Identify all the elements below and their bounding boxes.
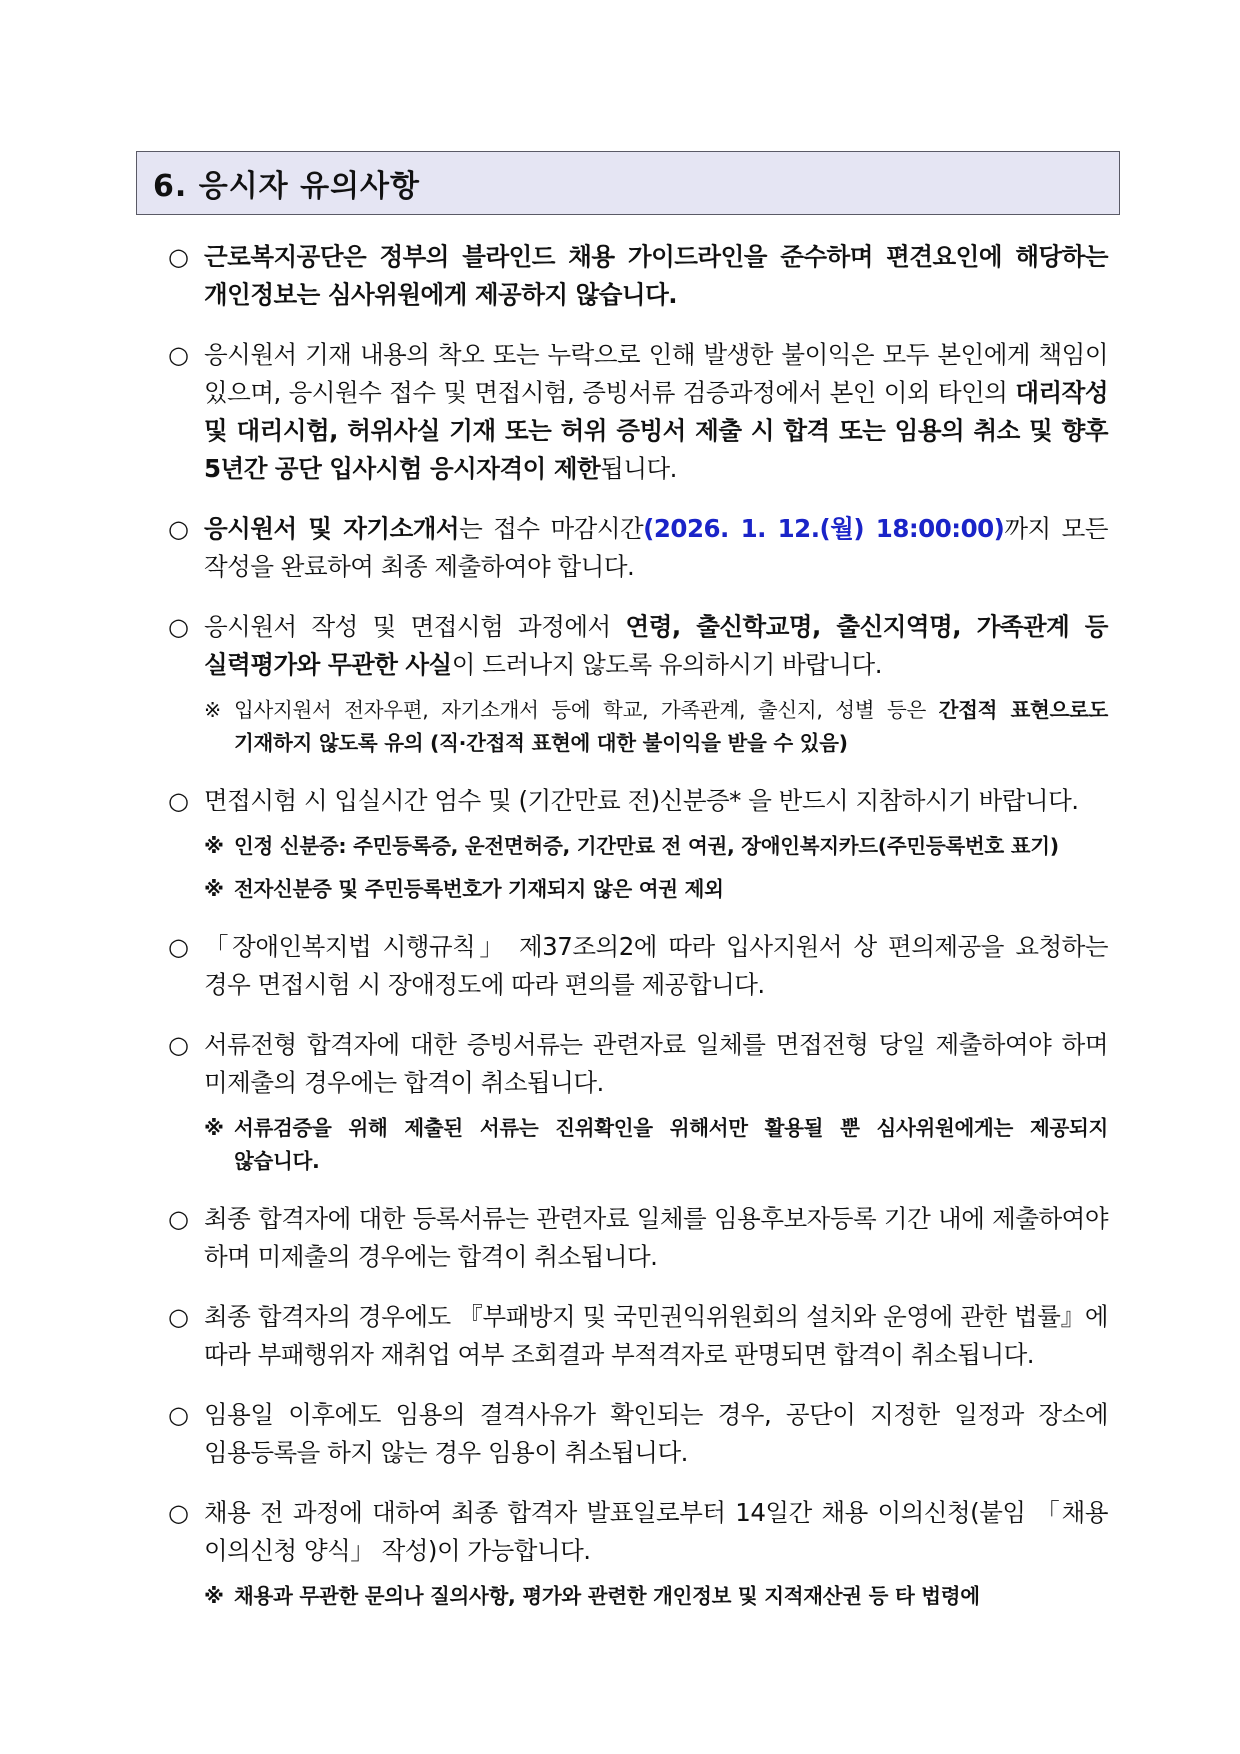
circle-bullet-icon <box>168 238 204 276</box>
notice-bold-text: 응시원서 및 자기소개서 <box>204 514 460 543</box>
circle-bullet-icon <box>168 1298 204 1336</box>
section-header <box>136 151 1120 215</box>
notice-text <box>204 336 1108 488</box>
notice-item <box>168 928 1108 1004</box>
sub-note-text: 인정 신분증: 주민등록증, 운전면허증, 기간만료 전 여권, 장애인복지카드(주민등록번호 표기) <box>234 834 1059 858</box>
notice-text: 최종 합격자의 경우에도 『부패방지 및 국민권익위원회의 설치와 운영에 관한 법률』에 따라 부패행위자 재취업 여부 조회결과 부적격자로 판명되면 합격이 취소됩니다. <box>204 1302 1108 1369</box>
notice-text: 최종 합격자에 대한 등록서류는 관련자료 일체를 임용후보자등록 기간 내에 제출하여야 하며 미제출의 경우에는 합격이 취소됩니다. <box>204 1204 1108 1271</box>
notice-item <box>168 238 1108 314</box>
circle-bullet-icon <box>168 608 204 646</box>
notice-item <box>168 782 1108 820</box>
circle-bullet-icon <box>168 1494 204 1532</box>
notice-text <box>204 510 1108 586</box>
circle-bullet-icon <box>168 928 204 966</box>
circle-bullet-icon <box>168 1200 204 1238</box>
notice-text-post: 까지 모든 작성을 완료하여 최종 제출하여야 합니다. <box>204 514 1108 581</box>
notice-item <box>168 510 1108 586</box>
sub-note <box>204 1112 1108 1178</box>
sub-note-bold: 간접적 표현으로도 기재하지 않도록 유의 (직·간접적 표현에 대한 불이익을 받을 수 있음) <box>234 698 1108 755</box>
circle-bullet-icon <box>168 1026 204 1064</box>
notice-bold-text: 연령, 출신학교명, 출신지역명, 가족관계 등 실력평가와 무관한 사실 <box>204 612 1108 679</box>
notice-text: 「장애인복지법 시행규칙」 제37조의2에 따라 입사지원서 상 편의제공을 요청하는 경우 면접시험 시 장애정도에 따라 편의를 제공합니다. <box>204 932 1108 999</box>
circle-bullet-icon <box>168 782 204 820</box>
notice-item <box>168 336 1108 488</box>
notice-item <box>168 1026 1108 1102</box>
notice-item <box>168 1494 1108 1570</box>
sub-note <box>204 873 1108 906</box>
sub-note <box>204 694 1108 760</box>
notice-text <box>204 608 1108 684</box>
notice-text-mid: 는 접수 마감시간 <box>459 514 644 543</box>
sub-note-text: 전자신분증 및 주민등록번호가 기재되지 않은 여권 제외 <box>234 877 724 901</box>
notice-text: 면접시험 시 입실시간 엄수 및 (기간만료 전)신분증* 을 반드시 지참하시기 바랍니다. <box>204 786 1079 815</box>
section-title: 6. 응시자 유의사항 <box>153 169 421 204</box>
sub-note-text: 서류검증을 위해 제출된 서류는 진위확인을 위해서만 활용될 뿐 심사위원에게는 제공되지 않습니다. <box>234 1116 1108 1173</box>
deadline-highlight: (2026. 1. 12.(월) 18:00:00) <box>643 514 1005 543</box>
sub-note-text <box>234 694 1108 760</box>
notice-text-post: 됩니다. <box>600 454 677 483</box>
notice-text-post: 이 드러나지 않도록 유의하시기 바랍니다. <box>451 650 883 679</box>
notice-item <box>168 1298 1108 1374</box>
notice-list <box>168 238 1108 1623</box>
notice-text-pre: 응시원서 작성 및 면접시험 과정에서 <box>204 612 626 641</box>
reference-mark-icon: ※ <box>204 698 221 722</box>
notice-bold-text: 근로복지공단은 정부의 블라인드 채용 가이드라인을 준수하며 편견요인에 해당하는 개인정보는 심사위원에게 제공하지 않습니다. <box>204 242 1108 309</box>
notice-text <box>204 238 1108 314</box>
circle-bullet-icon <box>168 336 204 374</box>
reference-mark-icon: ※ <box>204 1116 224 1140</box>
sub-note-pre: 입사지원서 전자우편, 자기소개서 등에 학교, 가족관계, 출신지, 성별 등은 <box>234 698 939 722</box>
reference-mark-icon: ※ <box>204 834 224 858</box>
circle-bullet-icon <box>168 510 204 548</box>
reference-mark-icon: ※ <box>204 877 224 901</box>
notice-item <box>168 1396 1108 1472</box>
circle-bullet-icon <box>168 1396 204 1434</box>
notice-item <box>168 608 1108 684</box>
notice-text: 임용일 이후에도 임용의 결격사유가 확인되는 경우, 공단이 지정한 일정과 장소에 임용등록을 하지 않는 경우 임용이 취소됩니다. <box>204 1400 1108 1467</box>
notice-text-pre: 응시원서 기재 내용의 착오 또는 누락으로 인해 발생한 불이익은 모두 본인에게 책임이 있으며, 응시원수 접수 및 면접시험, 증빙서류 검증과정에서 본인 이외 타인의 <box>204 340 1108 407</box>
notice-item <box>168 1200 1108 1276</box>
notice-bold-text: 대리작성 및 대리시험, 허위사실 기재 또는 허위 증빙서 제출 시 합격 또는 임용의 취소 및 향후 5년간 공단 입사시험 응시자격이 제한 <box>204 378 1108 483</box>
sub-note-text: 채용과 무관한 문의나 질의사항, 평가와 관련한 개인정보 및 지적재산권 등 타 법령에 <box>234 1584 980 1608</box>
notice-text: 채용 전 과정에 대하여 최종 합격자 발표일로부터 14일간 채용 이의신청(붙임 「채용 이의신청 양식」 작성)이 가능합니다. <box>204 1498 1108 1565</box>
notice-text: 서류전형 합격자에 대한 증빙서류는 관련자료 일체를 면접전형 당일 제출하여야 하며 미제출의 경우에는 합격이 취소됩니다. <box>204 1030 1108 1097</box>
reference-mark-icon: ※ <box>204 1584 224 1608</box>
sub-note <box>204 1580 1108 1613</box>
sub-note <box>204 830 1108 863</box>
